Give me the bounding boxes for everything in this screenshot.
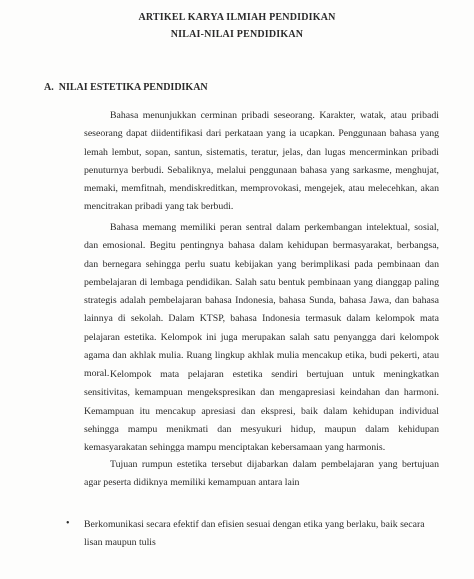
section-heading: A. NILAI ESTETIKA PENDIDIKAN: [44, 82, 208, 93]
document-subtitle: NILAI-NILAI PENDIDIKAN: [170, 29, 304, 40]
paragraph-2: Bahasa memang memiliki peran sentral dalam perkembangan intelektual, sosial, dan emosional. Begitu pentingnya bahasa dalam kehidupan bermasyarakat, berbangsa, dan bernegara sehingga perlu suatu kebijakan yang berimplikasi pada pembinaan dan pembelajaran di lembaga pendidikan. Salah satu bentuk pembinaan yang dianggap paling strategis adalah pembelajaran bahasa Indonesia, bahasa Sunda, bahasa Jawa, dan bahasa lainnya di sekolah. Dalam KTSP, bahasa Indonesia termasuk dalam kelompok mata pelajaran estetika. Kelompok ini juga merupakan salah satu penyangga dari kelompok agama dan akhlak mulia. Ruang lingkup akhlak mulia mencakup etika, budi pekerti, atau moral.: [84, 222, 439, 380]
paragraph-3: Kelompok mata pelajaran estetika sendiri bertujuan untuk meningkatkan sensitivitas, kemampuan mengekspresikan dan mengapresiasi keindahan dan harmoni. Kemampuan itu mencakup apresiasi dan ekspresi, baik dalam kehidupan individual sehingga mampu menikmati dan mesyukuri hidup, maupun dalam kehidupan kemasyarakatan sehingga mampu menciptakan kebersamaan yang harmonis.: [84, 369, 439, 454]
bullet-icon: •: [66, 518, 70, 529]
paragraph-1: Bahasa menunjukkan cerminan pribadi seseorang. Karakter, watak, atau pribadi seseorang dapat diidentifikasi dari perkataan yang ia ucapkan. Penggunaan bahasa yang lemah lembut, sopan, santun, sistematis, teratur, jelas, dan lugas mencerminkan pribadi penuturnya berbudi. Sebaliknya, melalui penggunaan bahasa yang sarkasme, menghujat, memaki, memfitnah, mendiskreditkan, memprovokasi, mengejek, atau melecehkan, akan mencitrakan pribadi yang tak berbudi.: [84, 110, 439, 213]
document-title: ARTIKEL KARYA ILMIAH PENDIDIKAN: [138, 12, 336, 23]
paragraph-4: Tujuan rumpun estetika tersebut dijabarkan dalam pembelajaran yang bertujuan agar peserta didiknya memiliki kemampuan antara lain: [84, 459, 439, 489]
list-item: Berkomunikasi secara efektif dan efisien sesuai dengan etika yang berlaku, baik secara lisan maupun tulis: [84, 519, 425, 549]
